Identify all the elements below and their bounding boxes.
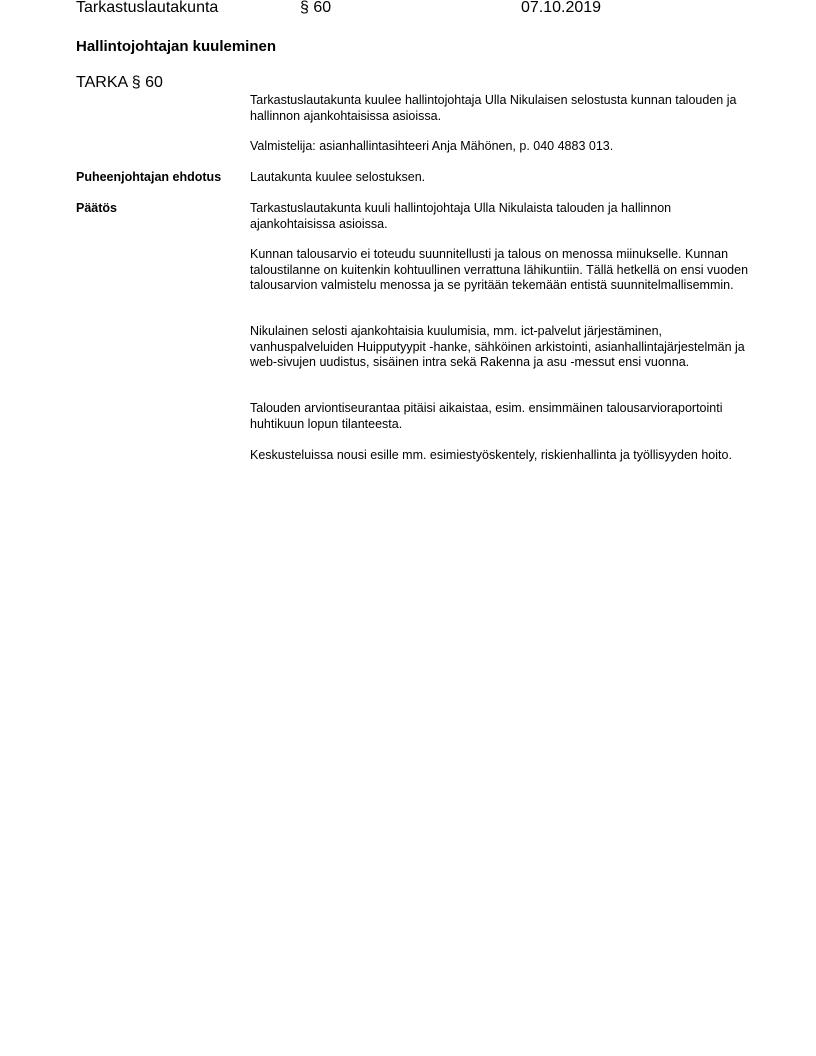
decision-label: Päätös xyxy=(76,201,117,215)
reference-number: TARKA § 60 xyxy=(76,74,163,91)
decision-paragraph-3: Nikulainen selosti ajankohtaisia kuulumisia, mm. ict-palvelut järjestäminen, vanhuspalveluiden Huipputyypit -hanke, sähköinen arkistointi, asianhallintajärjestelmän ja web-sivujen uudistus, sisäinen intra sekä Rakenna ja asu -messut ensi vuonna. xyxy=(250,324,745,369)
proposal-text: Lautakunta kuulee selostuksen. xyxy=(250,170,426,184)
decision-paragraph-1: Tarkastuslautakunta kuuli hallintojohtaja Ulla Nikulaista talouden ja hallinnon ajankohtaisissa asioissa. xyxy=(250,201,672,231)
header-organization: Tarkastuslautakunta xyxy=(76,0,219,16)
proposal-label: Puheenjohtajan ehdotus xyxy=(76,170,222,184)
document-header xyxy=(0,0,816,20)
header-date: 07.10.2019 xyxy=(521,0,602,16)
preparer-paragraph: Valmistelija: asianhallintasihteeri Anja Mähönen, p. 040 4883 013. xyxy=(250,139,614,153)
document-title: Hallintojohtajan kuuleminen xyxy=(76,38,277,55)
decision-paragraph-2: Kunnan talousarvio ei toteudu suunnitellusti ja talous on menossa miinukselle. Kunnan taloustilanne on kuitenkin kohtuullinen verrattuna lähikuntiin. Tällä hetkellä on ensi vuoden talousarvion valmistelu menossa ja se pyritään tekemään entistä suunnitelmallisemmin. xyxy=(250,247,749,292)
header-section: § 60 xyxy=(300,0,332,16)
intro-paragraph: Tarkastuslautakunta kuulee hallintojohtaja Ulla Nikulaisen selostusta kunnan talouden ja hallinnon ajankohtaisissa asioissa. xyxy=(250,93,737,123)
decision-paragraph-5: Keskusteluissa nousi esille mm. esimiestyöskentely, riskienhallinta ja työllisyyden hoito. xyxy=(250,448,732,462)
decision-paragraph-4: Talouden arviontiseurantaa pitäisi aikaistaa, esim. ensimmäinen talousarvioraportointi huhtikuun lopun tilanteesta. xyxy=(250,401,723,431)
